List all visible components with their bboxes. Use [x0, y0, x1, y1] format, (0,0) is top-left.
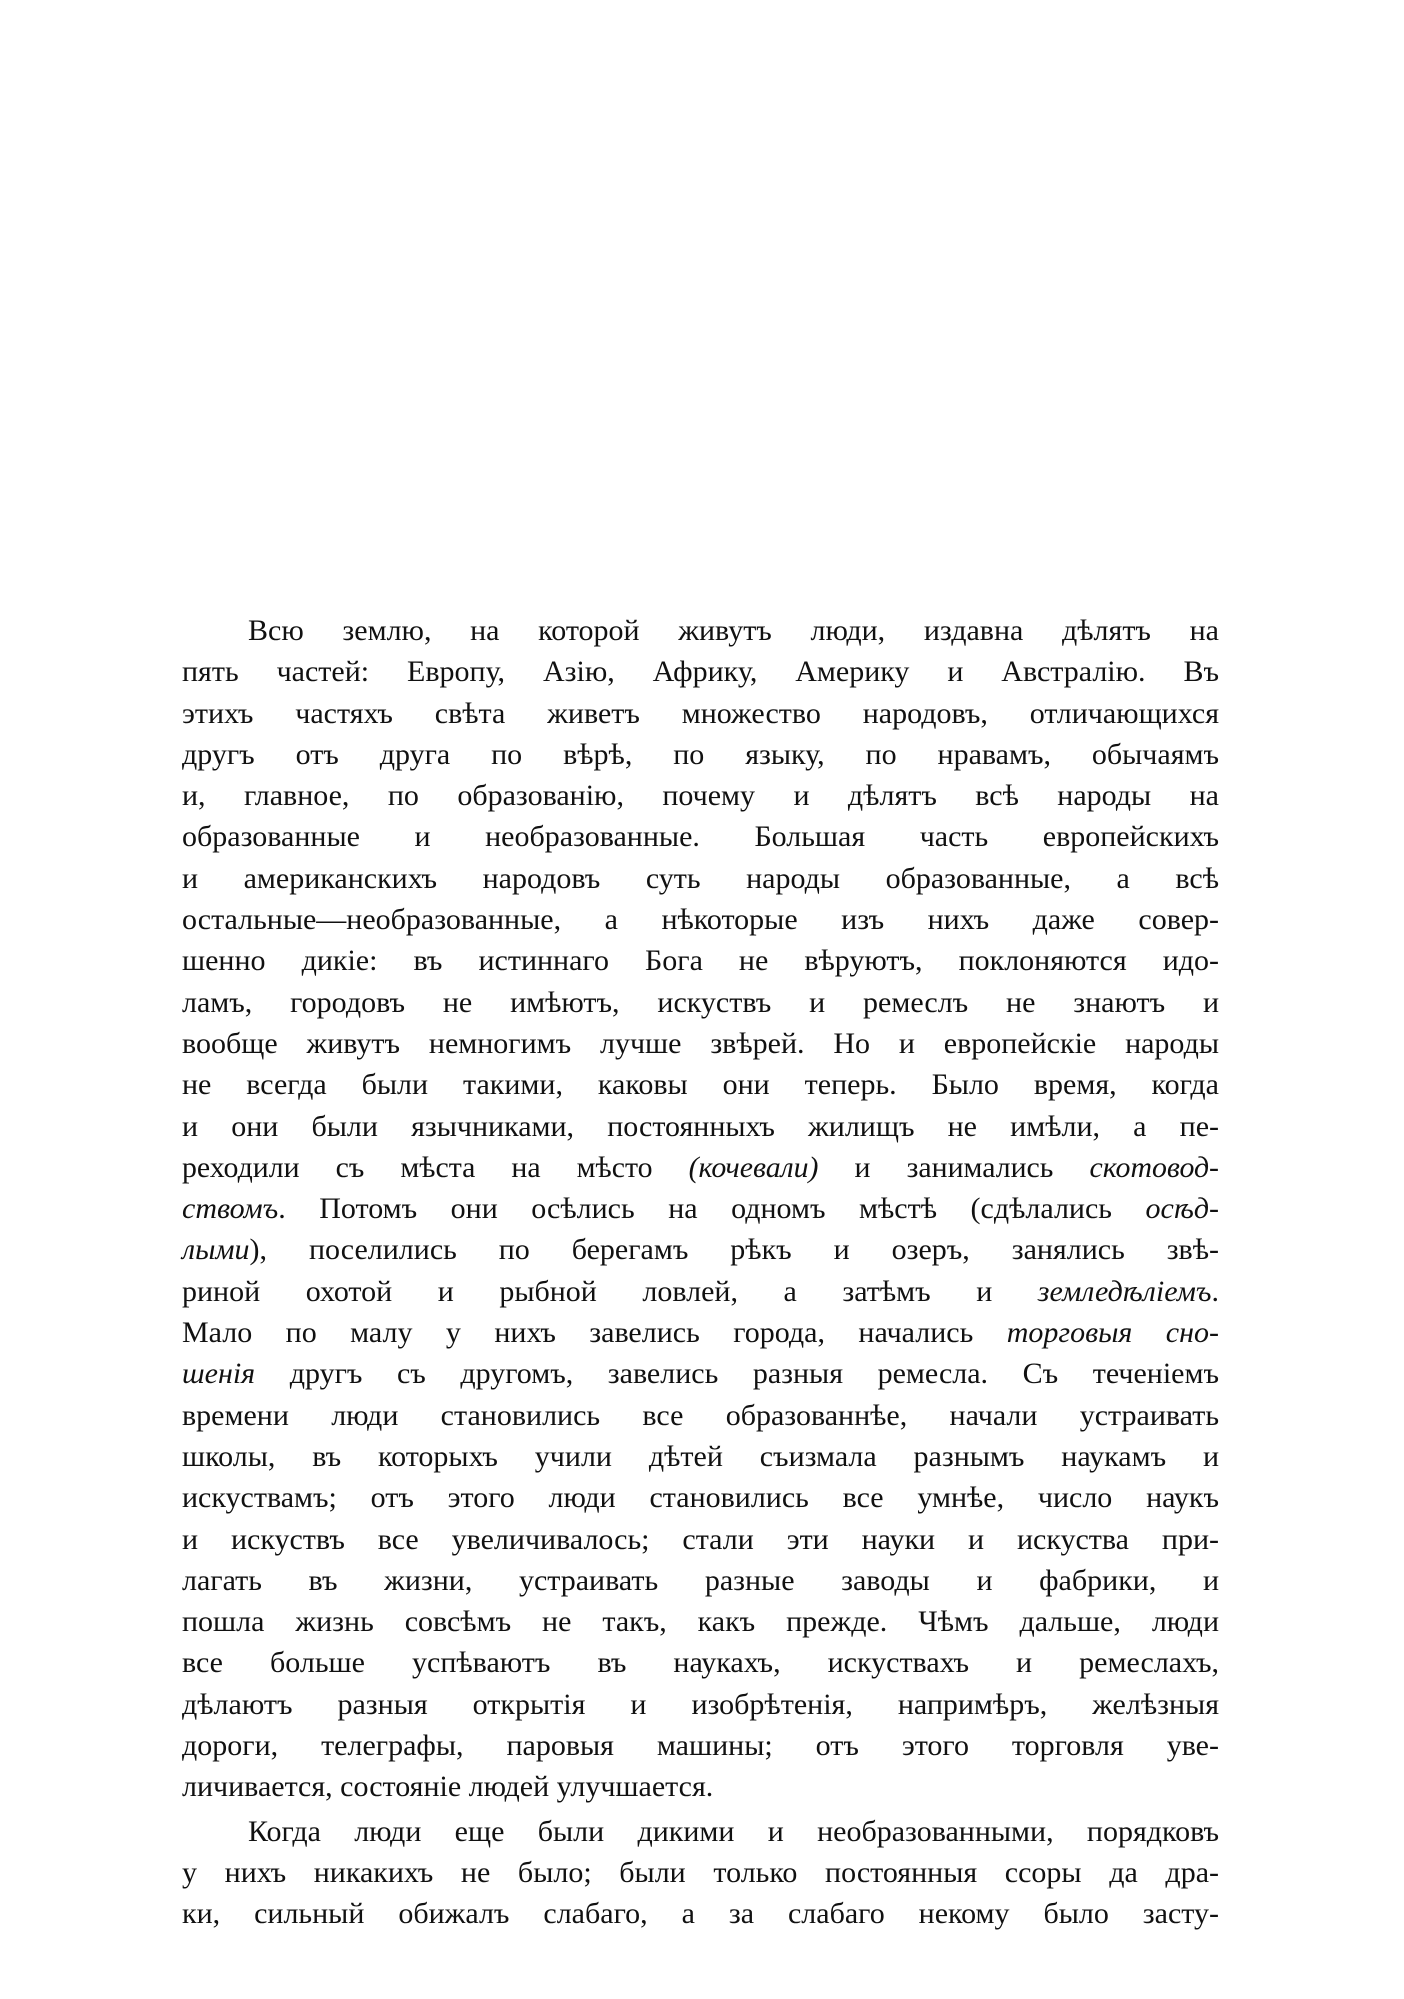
italic-span: торговыя сно-: [1006, 1316, 1219, 1350]
text-line: [182, 899, 1219, 940]
text-span: времени люди становились все образованнѣе, начали устраивать: [182, 1398, 1219, 1432]
text-line: [182, 1229, 1219, 1270]
text-span: остальные—необразованные, а нѣкоторые изъ нихъ даже совер-: [182, 903, 1219, 937]
text-span: школы, въ которыхъ учили дѣтей съизмала разнымъ наукамъ и: [182, 1439, 1219, 1473]
text-line: [182, 1893, 1219, 1934]
text-line: [182, 816, 1219, 857]
text-line: [182, 1852, 1219, 1893]
text-line: [182, 1353, 1219, 1394]
text-line: [182, 1811, 1219, 1852]
text-span: и искуствъ все увеличивалось; стали эти науки и искуства при-: [182, 1522, 1219, 1556]
text-span: и, главное, по образованію, почему и дѣлятъ всѣ народы на: [182, 779, 1219, 813]
text-line: [182, 1023, 1219, 1064]
text-line: [182, 1519, 1219, 1560]
text-span: лагать въ жизни, устраивать разные заводы и фабрики, и: [182, 1563, 1219, 1597]
text-span: вообще живутъ немногимъ лучше звѣрей. Но и европейскіе народы: [182, 1026, 1219, 1060]
text-span: риной охотой и рыбной ловлей, а затѣмъ и: [182, 1274, 1038, 1308]
text-span: . Потомъ они осѣлись на одномъ мѣстѣ (сдѣлались: [278, 1192, 1146, 1226]
text-span: образованные и необразованные. Большая часть европейскихъ: [182, 820, 1219, 854]
text-line: [182, 1147, 1219, 1188]
text-line: [182, 1064, 1219, 1105]
text-line: [182, 1106, 1219, 1147]
text-line: [182, 1560, 1219, 1601]
text-span: .: [1211, 1274, 1219, 1308]
text-span: и занимались: [818, 1150, 1090, 1184]
text-span: реходили съ мѣста на мѣсто: [182, 1150, 689, 1184]
italic-span: ствомъ: [182, 1192, 279, 1226]
text-span: все больше успѣваютъ въ наукахъ, искуствахъ и ремеслахъ,: [182, 1646, 1219, 1680]
text-line: [182, 1271, 1219, 1312]
text-line: [182, 940, 1219, 981]
text-span: и американскихъ народовъ суть народы образованные, а всѣ: [182, 861, 1219, 895]
text-span: Мало по малу у нихъ завелись города, начались: [182, 1316, 1007, 1350]
text-span: ламъ, городовъ не имѣютъ, искуствъ и ремеслъ не знаютъ и: [182, 985, 1219, 1019]
text-span: ки, сильный обижалъ слабаго, а за слабаго некому было засту-: [182, 1897, 1219, 1931]
text-span: и они были язычниками, постоянныхъ жилищъ не имѣли, а пе-: [182, 1109, 1219, 1143]
text-span: шенно дикіе: въ истиннаго Бога не вѣруютъ, поклоняются идо-: [182, 944, 1219, 978]
text-line: [182, 1601, 1219, 1642]
italic-span: осѣд-: [1145, 1192, 1219, 1226]
italic-span: шенія: [182, 1357, 256, 1391]
text-line: [182, 858, 1219, 899]
text-span: пошла жизнь совсѣмъ не такъ, какъ прежде. Чѣмъ дальше, люди: [182, 1605, 1219, 1639]
text-span: другъ съ другомъ, завелись разныя ремесла. Съ теченіемъ: [255, 1357, 1219, 1391]
italic-span: скотовод-: [1089, 1150, 1219, 1184]
text-line: [182, 775, 1219, 816]
text-line: [182, 1188, 1219, 1229]
text-span: личивается, состояніе людей улучшается.: [182, 1770, 714, 1804]
italic-span: земледѣліемъ: [1037, 1274, 1212, 1308]
text-line: [182, 1642, 1219, 1683]
text-span: Всю землю, на которой живутъ люди, издавна дѣлятъ на: [248, 614, 1219, 647]
text-line: [182, 1766, 1219, 1807]
text-span: ), поселились по берегамъ рѣкъ и озеръ, занялись звѣ-: [249, 1233, 1219, 1267]
text-line: [182, 1725, 1219, 1766]
text-line: [182, 693, 1219, 734]
italic-span: лыми: [182, 1233, 250, 1267]
text-span: искуствамъ; отъ этого люди становились все умнѣе, число наукъ: [182, 1481, 1219, 1515]
text-span: у нихъ никакихъ не было; были только постоянныя ссоры да дра-: [182, 1855, 1219, 1889]
text-line: [182, 734, 1219, 775]
text-span: этихъ частяхъ свѣта живетъ множество народовъ, отличающихся: [182, 696, 1219, 730]
text-line: [182, 1477, 1219, 1518]
text-line: [182, 1395, 1219, 1436]
text-span: пять частей: Европу, Азію, Африку, Америку и Австралію. Въ: [182, 655, 1219, 689]
text-span: не всегда были такими, каковы они теперь. Было время, когда: [182, 1068, 1219, 1102]
text-span: другъ отъ друга по вѣрѣ, по языку, по нравамъ, обычаямъ: [182, 737, 1219, 771]
text-line: [182, 1312, 1219, 1353]
text-span: Когда люди еще были дикими и необразованными, порядковъ: [248, 1814, 1219, 1848]
text-line: [182, 610, 1219, 651]
body-text: [182, 610, 1219, 1935]
text-line: [182, 1684, 1219, 1725]
italic-span: (кочевали): [688, 1150, 819, 1184]
text-line: [182, 1436, 1219, 1477]
text-line: [182, 982, 1219, 1023]
text-line: [182, 651, 1219, 692]
text-span: дѣлаютъ разныя открытія и изобрѣтенія, напримѣръ, желѣзныя: [182, 1687, 1219, 1721]
text-span: дороги, телеграфы, паровыя машины; отъ этого торговля уве-: [182, 1729, 1219, 1763]
